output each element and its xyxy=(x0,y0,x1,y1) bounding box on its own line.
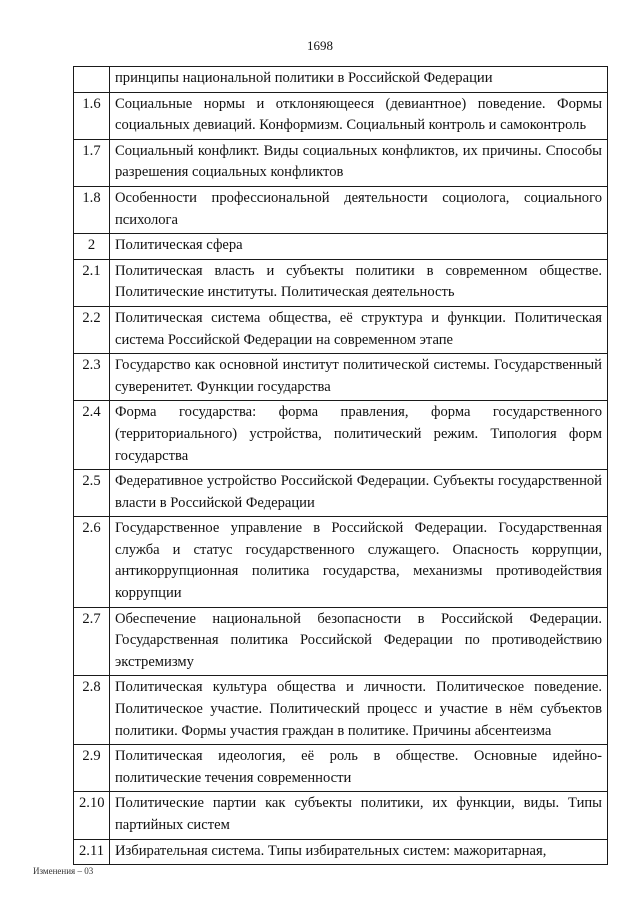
table-row xyxy=(74,234,608,260)
row-text: Политическая власть и субъекты политики в современном обществе. Политические институты. Политическая деятельность xyxy=(110,259,608,306)
row-number: 2 xyxy=(74,234,110,260)
table-row xyxy=(74,839,608,865)
table-row xyxy=(74,401,608,470)
row-text: Социальный конфликт. Виды социальных конфликтов, их причины. Способы разрешения социальных конфликтов xyxy=(110,139,608,186)
row-text: Политическая сфера xyxy=(110,234,608,260)
revision-footer: Изменения – 03 xyxy=(33,866,94,876)
row-text: Политическая культура общества и личности. Политическое поведение. Политическое участие. Политический процесс и участие в нём субъектов политики. Формы участия граждан в политике. Причины абсентеизма xyxy=(110,676,608,745)
page-number: 1698 xyxy=(307,38,333,53)
row-text: Форма государства: форма правления, форма государственного (территориального) устройства, политический режим. Типология форм государства xyxy=(110,401,608,470)
row-text: Особенности профессиональной деятельности социолога, социального психолога xyxy=(110,186,608,233)
row-text: Политические партии как субъекты политики, их функции, виды. Типы партийных систем xyxy=(110,792,608,839)
table-row xyxy=(74,354,608,401)
row-text: Избирательная система. Типы избирательных систем: мажоритарная, xyxy=(110,839,608,865)
table-row xyxy=(74,67,608,93)
row-text: Государство как основной институт политической системы. Государственный суверенитет. Функции государства xyxy=(110,354,608,401)
row-text: Социальные нормы и отклоняющееся (девиантное) поведение. Формы социальных девиаций. Конформизм. Социальный контроль и самоконтроль xyxy=(110,92,608,139)
row-number: 1.8 xyxy=(74,186,110,233)
row-text: Политическая идеология, её роль в обществе. Основные идейно-политические течения современности xyxy=(110,745,608,792)
syllabus-table xyxy=(73,66,608,865)
row-number: 2.4 xyxy=(74,401,110,470)
table-row xyxy=(74,676,608,745)
table-row xyxy=(74,792,608,839)
row-text: Государственное управление в Российской Федерации. Государственная служба и статус государственного служащего. Опасность коррупции, антикоррупционная политика государства, механизмы противодействия коррупции xyxy=(110,517,608,607)
table-row xyxy=(74,517,608,607)
table-row xyxy=(74,607,608,676)
row-number: 2.6 xyxy=(74,517,110,607)
row-number xyxy=(74,67,110,93)
table-row xyxy=(74,259,608,306)
row-number: 1.6 xyxy=(74,92,110,139)
row-number: 1.7 xyxy=(74,139,110,186)
row-text: Обеспечение национальной безопасности в Российской Федерации. Государственная политика Российской Федерации по противодействию экстремизму xyxy=(110,607,608,676)
row-number: 2.8 xyxy=(74,676,110,745)
row-number: 2.7 xyxy=(74,607,110,676)
row-text: Федеративное устройство Российской Федерации. Субъекты государственной власти в Российской Федерации xyxy=(110,470,608,517)
row-number: 2.3 xyxy=(74,354,110,401)
row-number: 2.2 xyxy=(74,306,110,353)
table-row xyxy=(74,745,608,792)
row-text: Политическая система общества, её структура и функции. Политическая система Российской Федерации на современном этапе xyxy=(110,306,608,353)
table-row xyxy=(74,470,608,517)
row-number: 2.10 xyxy=(74,792,110,839)
table-row xyxy=(74,306,608,353)
table-row xyxy=(74,139,608,186)
row-number: 2.1 xyxy=(74,259,110,306)
table-row xyxy=(74,92,608,139)
row-number: 2.9 xyxy=(74,745,110,792)
row-number: 2.11 xyxy=(74,839,110,865)
row-number: 2.5 xyxy=(74,470,110,517)
table-row xyxy=(74,186,608,233)
row-text: принципы национальной политики в Российской Федерации xyxy=(110,67,608,93)
